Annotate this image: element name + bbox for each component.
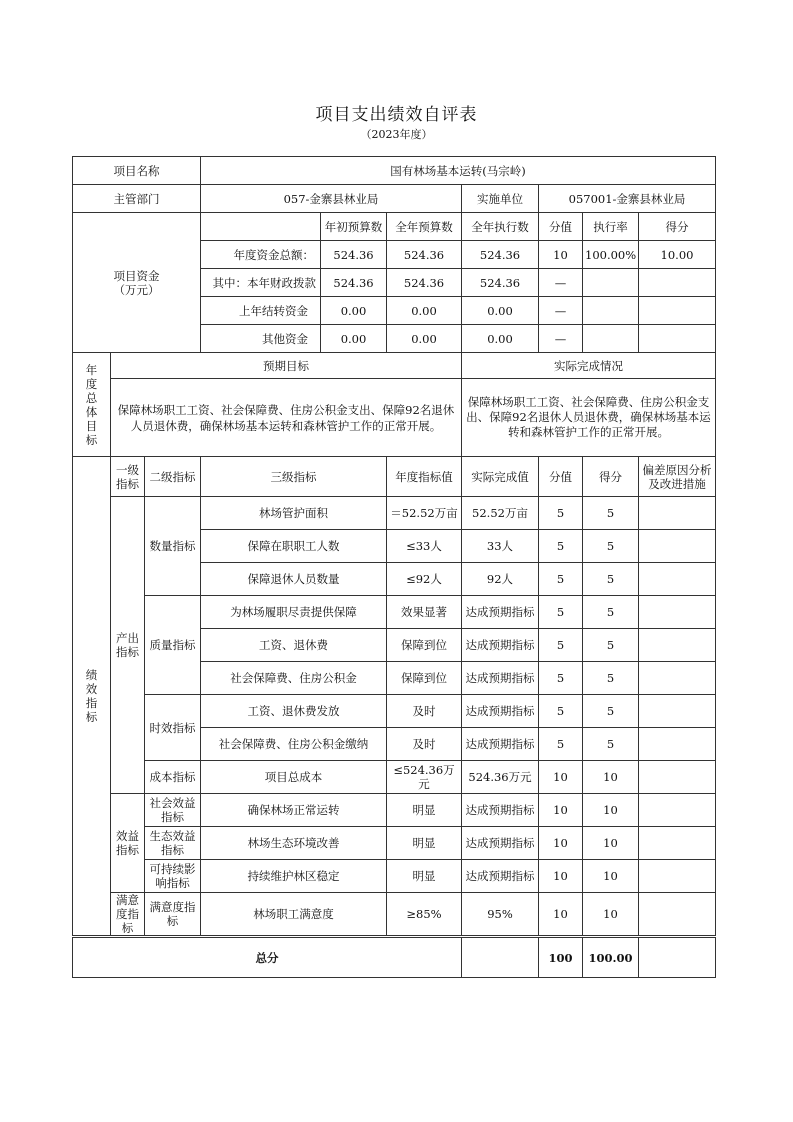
funds-row-initial: 0.00 [321, 325, 387, 353]
indicator-score-value: 5 [539, 662, 583, 695]
sustainable-label: 可持续影响指标 [145, 860, 201, 893]
indicator-name: 林场管护面积 [201, 497, 387, 530]
indicator-score-value: 5 [539, 563, 583, 596]
funds-row-score [639, 297, 716, 325]
table-row [73, 596, 716, 629]
goals-actual-header: 实际完成情况 [462, 353, 716, 379]
page-title: 项目支出绩效自评表 [315, 105, 478, 125]
indicator-score-value: 5 [539, 596, 583, 629]
table-row [73, 497, 716, 530]
indicator-score-value: 5 [539, 728, 583, 761]
funds-label-cell [73, 213, 201, 353]
indicator-actual: 达成预期指标 [462, 596, 539, 629]
indicator-analysis [639, 893, 716, 936]
indicator-target: ＝52.52万亩 [387, 497, 462, 530]
indicator-score: 10 [583, 827, 639, 860]
indicators-section-label: 绩效指标 [73, 457, 111, 936]
indicator-score-value: 5 [539, 695, 583, 728]
indicator-analysis [639, 497, 716, 530]
table-row [73, 893, 716, 936]
table-row [73, 695, 716, 728]
header-level1: 一级指标 [111, 457, 145, 497]
indicator-score: 10 [583, 860, 639, 893]
indicator-target: 及时 [387, 695, 462, 728]
quality-label: 质量指标 [145, 596, 201, 695]
table-row [73, 860, 716, 893]
indicator-score: 5 [583, 596, 639, 629]
output-label: 产出指标 [111, 497, 145, 794]
header-target: 年度指标值 [387, 457, 462, 497]
indicator-score-value: 10 [539, 761, 583, 794]
indicator-target: ≤524.36万元 [387, 761, 462, 794]
funds-row-rate [583, 325, 639, 353]
goals-expected-header: 预期目标 [111, 353, 462, 379]
indicator-actual: 95% [462, 893, 539, 936]
unit-label: 实施单位 [462, 185, 539, 213]
indicator-target: ≥85% [387, 893, 462, 936]
indicator-score: 5 [583, 695, 639, 728]
social-label: 社会效益指标 [145, 794, 201, 827]
indicator-analysis [639, 761, 716, 794]
table-row [73, 827, 716, 860]
indicator-name: 保障退休人员数量 [201, 563, 387, 596]
funds-table [72, 212, 716, 353]
indicator-actual: 92人 [462, 563, 539, 596]
indicator-score-value: 10 [539, 827, 583, 860]
funds-row-score-value: — [539, 269, 583, 297]
goals-expected-text: 保障林场职工工资、社会保障费、住房公积金支出、保障92名退休人员退休费，确保林场基本运转和森林管护工作的正常开展。 [111, 379, 462, 457]
indicator-score: 5 [583, 563, 639, 596]
indicator-target: 及时 [387, 728, 462, 761]
benefit-label: 效益指标 [111, 794, 145, 893]
indicator-score: 5 [583, 629, 639, 662]
indicator-name: 保障在职职工人数 [201, 530, 387, 563]
indicator-name: 社会保障费、住房公积金缴纳 [201, 728, 387, 761]
funds-header-executed: 全年执行数 [462, 213, 539, 241]
funds-row-initial: 524.36 [321, 241, 387, 269]
goals-actual-text: 保障林场职工工资、社会保障费、住房公积金支出、保障92名退休人员退休费，确保林场基本运转和森林管护工作的正常开展。 [462, 379, 716, 457]
goals-table [72, 352, 716, 457]
unit-value: 057001-金寨县林业局 [539, 185, 716, 213]
indicator-score-value: 10 [539, 860, 583, 893]
satisfaction-label: 满意度指标 [111, 893, 145, 936]
header-analysis: 偏差原因分析及改进措施 [639, 457, 716, 497]
indicator-analysis [639, 530, 716, 563]
indicator-score: 5 [583, 530, 639, 563]
indicator-actual: 52.52万亩 [462, 497, 539, 530]
satisfaction-sub-label: 满意度指标 [145, 893, 201, 936]
performance-evaluation-table [72, 156, 716, 213]
indicator-name: 林场职工满意度 [201, 893, 387, 936]
quantity-label: 数量指标 [145, 497, 201, 596]
total-blank [462, 938, 539, 978]
indicator-actual: 达成预期指标 [462, 728, 539, 761]
total-analysis [639, 938, 716, 978]
indicator-name: 项目总成本 [201, 761, 387, 794]
indicator-score: 5 [583, 497, 639, 530]
funds-header-score-value: 分值 [539, 213, 583, 241]
dept-value: 057-金寨县林业局 [201, 185, 462, 213]
indicator-actual: 达成预期指标 [462, 695, 539, 728]
indicator-target: 保障到位 [387, 629, 462, 662]
indicator-score-value: 5 [539, 497, 583, 530]
funds-row-annual: 0.00 [387, 297, 462, 325]
header-level3: 三级指标 [201, 457, 387, 497]
header-level2: 二级指标 [145, 457, 201, 497]
project-name-value: 国有林场基本运转(马宗岭) [201, 157, 716, 185]
indicator-name: 确保林场正常运转 [201, 794, 387, 827]
indicator-analysis [639, 860, 716, 893]
indicator-actual: 达成预期指标 [462, 662, 539, 695]
project-name-label: 项目名称 [73, 157, 201, 185]
cost-label: 成本指标 [145, 761, 201, 794]
indicator-analysis [639, 728, 716, 761]
funds-row-annual: 0.00 [387, 325, 462, 353]
indicator-score-value: 5 [539, 530, 583, 563]
total-score-value: 100 [539, 938, 583, 978]
funds-row-score [639, 269, 716, 297]
ecological-label: 生态效益指标 [145, 827, 201, 860]
total-score: 100.00 [583, 938, 639, 978]
indicator-score: 10 [583, 893, 639, 936]
funds-header-blank [201, 213, 321, 241]
indicator-target: 明显 [387, 827, 462, 860]
indicator-actual: 33人 [462, 530, 539, 563]
indicator-score: 5 [583, 662, 639, 695]
funds-row-executed: 524.36 [462, 241, 539, 269]
total-label: 总分 [73, 938, 462, 978]
header-actual: 实际完成值 [462, 457, 539, 497]
header-score-value: 分值 [539, 457, 583, 497]
funds-row-annual: 524.36 [387, 269, 462, 297]
funds-row-annual: 524.36 [387, 241, 462, 269]
indicator-actual: 达成预期指标 [462, 794, 539, 827]
indicator-name: 工资、退休费 [201, 629, 387, 662]
funds-label-line1: 项目资金 [113, 268, 160, 283]
indicator-name: 社会保障费、住房公积金 [201, 662, 387, 695]
dept-label: 主管部门 [73, 185, 201, 213]
indicator-score-value: 10 [539, 794, 583, 827]
table-row [73, 761, 716, 794]
indicator-name: 持续维护林区稳定 [201, 860, 387, 893]
funds-row-label: 其中：本年财政拨款 [201, 269, 321, 297]
funds-row-rate [583, 297, 639, 325]
indicator-analysis [639, 563, 716, 596]
indicator-target: ≤92人 [387, 563, 462, 596]
indicator-target: 明显 [387, 794, 462, 827]
header-score: 得分 [583, 457, 639, 497]
funds-row-label: 其他资金 [201, 325, 321, 353]
funds-row-score [639, 325, 716, 353]
indicator-actual: 524.36万元 [462, 761, 539, 794]
indicator-analysis [639, 662, 716, 695]
funds-row-score-value: 10 [539, 241, 583, 269]
indicator-actual: 达成预期指标 [462, 860, 539, 893]
funds-row-initial: 524.36 [321, 269, 387, 297]
indicator-analysis [639, 794, 716, 827]
indicator-actual: 达成预期指标 [462, 629, 539, 662]
funds-header-score: 得分 [639, 213, 716, 241]
indicator-analysis [639, 695, 716, 728]
indicator-name: 为林场履职尽责提供保障 [201, 596, 387, 629]
indicator-score: 10 [583, 794, 639, 827]
funds-row-executed: 0.00 [462, 297, 539, 325]
table-row [73, 794, 716, 827]
goals-label: 年度总体目标 [73, 353, 111, 457]
timeliness-label: 时效指标 [145, 695, 201, 761]
indicators-table [72, 456, 716, 936]
funds-row-rate: 100.00% [583, 241, 639, 269]
indicator-name: 林场生态环境改善 [201, 827, 387, 860]
indicator-analysis [639, 596, 716, 629]
funds-label-line2: （万元） [113, 282, 160, 297]
indicator-target: 效果显著 [387, 596, 462, 629]
indicator-score-value: 10 [539, 893, 583, 936]
indicator-target: ≤33人 [387, 530, 462, 563]
indicator-target: 保障到位 [387, 662, 462, 695]
funds-row-label: 上年结转资金 [201, 297, 321, 325]
funds-header-initial: 年初预算数 [321, 213, 387, 241]
indicator-analysis [639, 629, 716, 662]
funds-row-score-value: — [539, 297, 583, 325]
indicator-target: 明显 [387, 860, 462, 893]
indicator-score: 5 [583, 728, 639, 761]
funds-row-score: 10.00 [639, 241, 716, 269]
funds-header-annual: 全年预算数 [387, 213, 462, 241]
indicator-score-value: 5 [539, 629, 583, 662]
indicator-name: 工资、退休费发放 [201, 695, 387, 728]
indicator-analysis [639, 827, 716, 860]
funds-row-label: 年度资金总额： [201, 241, 321, 269]
funds-row-score-value: — [539, 325, 583, 353]
funds-row-initial: 0.00 [321, 297, 387, 325]
funds-header-rate: 执行率 [583, 213, 639, 241]
funds-row-rate [583, 269, 639, 297]
indicator-score: 10 [583, 761, 639, 794]
funds-row-executed: 0.00 [462, 325, 539, 353]
indicator-actual: 达成预期指标 [462, 827, 539, 860]
total-table [72, 937, 716, 978]
funds-row-executed: 524.36 [462, 269, 539, 297]
page-subtitle-year: （2023年度） [360, 128, 433, 141]
